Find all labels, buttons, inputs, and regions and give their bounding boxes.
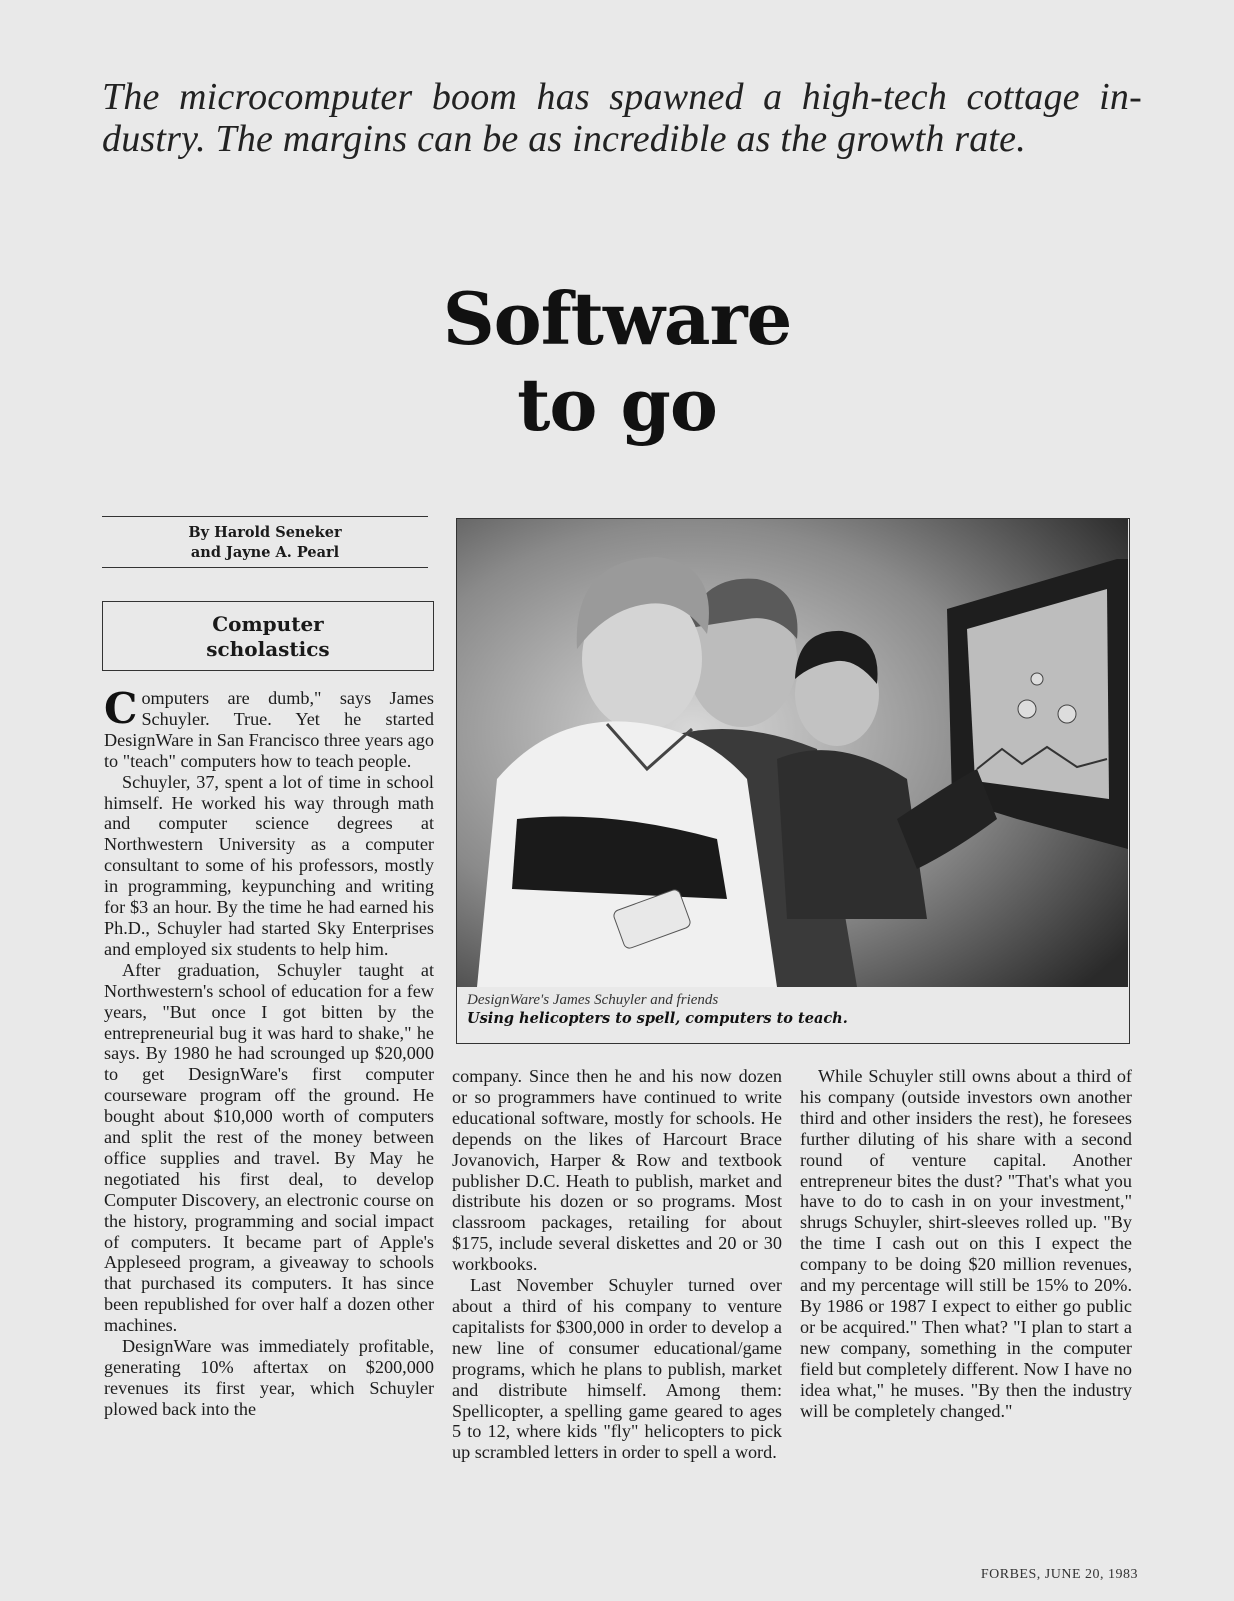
drop-cap: C <box>104 684 138 733</box>
paragraph-1-text: omputers are dumb," says James Schuyler. True. Yet he started DesignWare in San Francisco three years ago to "teach" computers how to teach people. <box>104 688 434 771</box>
photo-caption-credit: DesignWare's James Schuyler and friends <box>467 992 719 1008</box>
photo-box <box>456 518 1130 1044</box>
article-column-1 <box>104 684 434 1420</box>
photo-image <box>457 519 1128 987</box>
paragraph-1 <box>104 684 434 772</box>
byline <box>102 516 428 568</box>
article-deck: The microcomputer boom has spawned a high-tech cottage in-dustry. The margins can be as incredible as the growth rate. <box>102 76 1142 160</box>
byline-author-2: and Jayne A. Pearl <box>190 544 340 561</box>
byline-author-1: By Harold Seneker <box>188 524 342 541</box>
paragraph-3: After graduation, Schuyler taught at Northwestern's school of education for a few years, "But once I got bitten by the entrepreneurial bug it was hard to shake," he says. By 1980 he had scrounged up $20,000 to get DesignWare's first computer courseware program off the ground. He bought about $10,000 worth of computers and split the rest of the money between office supplies and travel. By May he negotiated his first deal, to develop Computer Discovery, an electronic course on the history, programming and social impact of computers. It became part of Apple's Appleseed program, a giveaway to schools that purchased its computers. It has since been republished for over half a dozen other machines. <box>104 959 434 1336</box>
page-footer: FORBES, JUNE 20, 1983 <box>980 1567 1138 1582</box>
paragraph-7: While Schuyler still owns about a third of his company (outside investors own another third and other insiders the rest), he foresees further diluting of his share with a second round of venture capital. Another entrepreneur bites the dust? "That's what you have to do to cash in on your investment," shrugs Schuyler, shirt-sleeves rolled up. "By the time I cash out on this I expect the company to be doing $20 million revenues, and my percentage will still be 15% to 20%. By 1986 or 1987 I expect to either go public or be acquired." Then what? "I plan to start a new company, something in the computer field but completely different. Now I have no idea what," he muses. "By then the industry will be completely changed." <box>800 1066 1132 1421</box>
paragraph-5: company. Since then he and his now dozen or so programmers have continued to write educational software, mostly for schools. He depends on the likes of Harcourt Brace Jovanovich, Harper & Row and textbook publisher D.C. Heath to publish, market and distribute his dozen or so programs. Most classroom packages, retailing for about $175, include several diskettes and 20 or 30 workbooks. <box>452 1066 782 1275</box>
headline-line-2: to go <box>517 362 717 447</box>
subhead-line-1: Computer <box>212 612 324 636</box>
section-subhead <box>102 601 434 671</box>
paragraph-6: Last November Schuyler turned over about a third of his company to venture capitalists for $300,000 in order to develop a new line of consumer educational/game programs, which he plans to publish, market and distribute himself. Among them: Spellicopter, a spelling game geared to ages 5 to 12, where kids "fly" helicopters to pick up scrambled letters in order to spell a word. <box>452 1275 782 1463</box>
photo-caption <box>467 991 1117 1029</box>
paragraph-2: Schuyler, 37, spent a lot of time in school himself. He worked his way through math and computer science degrees at Northwestern University as a computer consultant to some of his professors, mostly in programming, keypunching and writing for $3 an hour. By the time he had earned his Ph.D., Schuyler had started Sky Enterprises and employed six students to help him. <box>104 771 434 959</box>
headline-line-1: Software <box>442 276 792 361</box>
photo-caption-text: Using helicopters to spell, computers to teach. <box>467 1010 848 1027</box>
subhead-line-2: scholastics <box>206 637 330 661</box>
paragraph-4: DesignWare was immediately profitable, generating 10% aftertax on $200,000 revenues its first year, which Schuyler plowed back into the <box>104 1336 434 1419</box>
article-column-2 <box>452 1066 782 1463</box>
article-column-3 <box>800 1066 1132 1421</box>
